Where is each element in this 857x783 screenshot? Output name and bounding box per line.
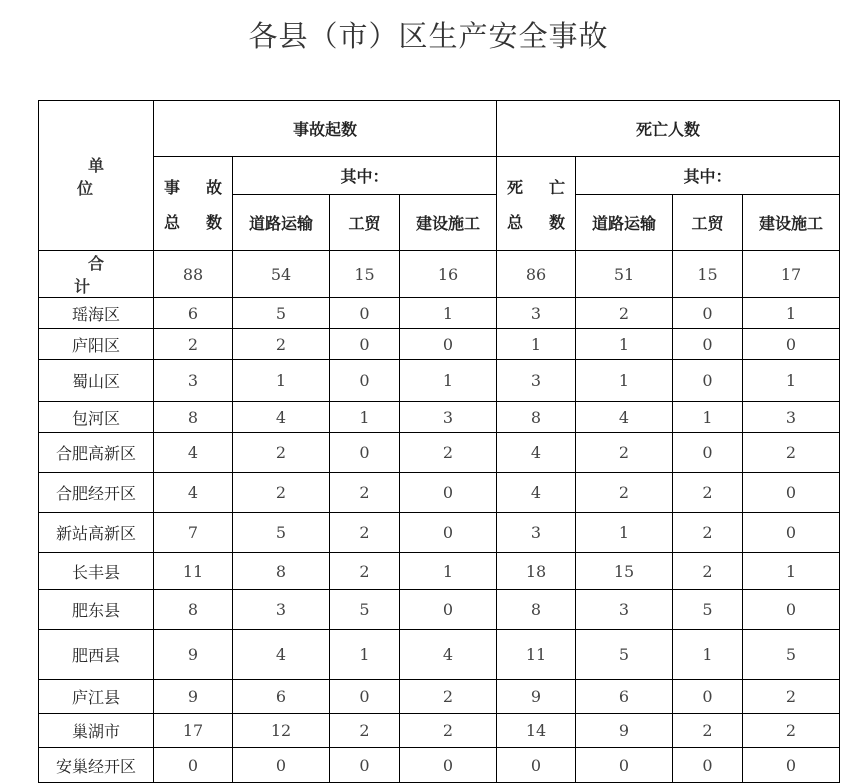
cell-value: 4	[497, 473, 576, 513]
table-row	[39, 513, 840, 553]
cell-value: 2	[400, 714, 497, 748]
cell-value: 0	[673, 748, 743, 783]
cell-value: 4	[233, 402, 330, 433]
table-row	[39, 590, 840, 630]
row-name: 包河区	[39, 402, 154, 433]
cell-value: 0	[743, 748, 840, 783]
cell-value: 2	[743, 680, 840, 714]
total-accidents-header: 事 故 总 数	[154, 157, 233, 251]
cell-value: 0	[673, 360, 743, 402]
cell-value: 0	[330, 329, 400, 360]
cell-value: 0	[673, 433, 743, 473]
cell-value: 0	[743, 590, 840, 630]
cell-value: 0	[400, 513, 497, 553]
cell-value: 0	[400, 473, 497, 513]
cell-value: 4	[154, 433, 233, 473]
cell-value: 1	[576, 360, 673, 402]
row-name: 合 计	[39, 251, 154, 298]
cell-value: 3	[400, 402, 497, 433]
cell-value: 11	[154, 553, 233, 590]
total-deaths-header: 死 亡 总 数	[497, 157, 576, 251]
cell-value: 2	[673, 553, 743, 590]
row-name: 肥西县	[39, 630, 154, 680]
cell-value: 8	[154, 590, 233, 630]
cell-value: 1	[400, 360, 497, 402]
cell-value: 2	[400, 433, 497, 473]
cell-value: 2	[576, 298, 673, 329]
table-row	[39, 402, 840, 433]
table-row	[39, 680, 840, 714]
cell-value: 3	[497, 513, 576, 553]
cell-value: 9	[154, 630, 233, 680]
accidents-among-header: 其中：	[233, 157, 497, 195]
cell-value: 1	[400, 298, 497, 329]
cell-value: 16	[400, 251, 497, 298]
row-name: 合肥经开区	[39, 473, 154, 513]
cell-value: 9	[576, 714, 673, 748]
row-name: 新站高新区	[39, 513, 154, 553]
cell-value: 1	[330, 630, 400, 680]
row-name: 瑶海区	[39, 298, 154, 329]
unit-header: 单 位	[39, 101, 154, 251]
cell-value: 18	[497, 553, 576, 590]
cell-value: 0	[330, 298, 400, 329]
cell-value: 2	[673, 473, 743, 513]
cell-value: 15	[673, 251, 743, 298]
cell-value: 0	[330, 680, 400, 714]
cell-value: 5	[673, 590, 743, 630]
cell-value: 0	[743, 513, 840, 553]
cell-value: 0	[497, 748, 576, 783]
cell-value: 3	[497, 298, 576, 329]
accident-table	[38, 100, 840, 783]
cell-value: 8	[154, 402, 233, 433]
cell-value: 1	[673, 402, 743, 433]
row-name: 蜀山区	[39, 360, 154, 402]
cell-value: 1	[673, 630, 743, 680]
cell-value: 8	[233, 553, 330, 590]
cell-value: 4	[233, 630, 330, 680]
row-name: 肥东县	[39, 590, 154, 630]
deaths-group-header: 死亡人数	[497, 101, 840, 157]
table-row	[39, 473, 840, 513]
cell-value: 2	[743, 714, 840, 748]
sub-header-road: 道路运输	[233, 195, 330, 251]
cell-value: 2	[576, 433, 673, 473]
table-row	[39, 748, 840, 783]
row-name: 安巢经开区	[39, 748, 154, 783]
cell-value: 9	[497, 680, 576, 714]
cell-value: 54	[233, 251, 330, 298]
cell-value: 0	[233, 748, 330, 783]
cell-value: 0	[400, 748, 497, 783]
cell-value: 0	[330, 360, 400, 402]
cell-value: 1	[497, 329, 576, 360]
cell-value: 0	[743, 329, 840, 360]
cell-value: 2	[330, 553, 400, 590]
cell-value: 14	[497, 714, 576, 748]
accidents-group-header: 事故起数	[154, 101, 497, 157]
cell-value: 2	[330, 714, 400, 748]
cell-value: 2	[673, 513, 743, 553]
cell-value: 11	[497, 630, 576, 680]
cell-value: 0	[673, 298, 743, 329]
row-name: 庐江县	[39, 680, 154, 714]
sub-header-construction: 建设施工	[400, 195, 497, 251]
cell-value: 3	[576, 590, 673, 630]
table-row	[39, 714, 840, 748]
cell-value: 51	[576, 251, 673, 298]
table-row	[39, 298, 840, 329]
row-name: 合肥高新区	[39, 433, 154, 473]
sub-header-road: 道路运输	[576, 195, 673, 251]
cell-value: 2	[400, 680, 497, 714]
row-name: 长丰县	[39, 553, 154, 590]
cell-value: 1	[743, 360, 840, 402]
cell-value: 6	[154, 298, 233, 329]
cell-value: 2	[576, 473, 673, 513]
cell-value: 4	[400, 630, 497, 680]
cell-value: 1	[576, 513, 673, 553]
cell-value: 0	[330, 433, 400, 473]
cell-value: 2	[233, 473, 330, 513]
cell-value: 1	[400, 553, 497, 590]
cell-value: 8	[497, 402, 576, 433]
sub-header-industry: 工贸	[673, 195, 743, 251]
cell-value: 3	[743, 402, 840, 433]
cell-value: 88	[154, 251, 233, 298]
cell-value: 3	[154, 360, 233, 402]
cell-value: 3	[233, 590, 330, 630]
cell-value: 0	[400, 329, 497, 360]
cell-value: 15	[330, 251, 400, 298]
cell-value: 15	[576, 553, 673, 590]
cell-value: 6	[576, 680, 673, 714]
cell-value: 4	[154, 473, 233, 513]
cell-value: 17	[743, 251, 840, 298]
cell-value: 1	[233, 360, 330, 402]
cell-value: 1	[576, 329, 673, 360]
cell-value: 2	[330, 473, 400, 513]
table-row	[39, 630, 840, 680]
cell-value: 9	[154, 680, 233, 714]
row-name: 巢湖市	[39, 714, 154, 748]
cell-value: 0	[154, 748, 233, 783]
cell-value: 0	[743, 473, 840, 513]
table-row	[39, 433, 840, 473]
deaths-among-header: 其中：	[576, 157, 840, 195]
cell-value: 8	[497, 590, 576, 630]
total-row	[39, 251, 840, 298]
cell-value: 4	[576, 402, 673, 433]
cell-value: 6	[233, 680, 330, 714]
page-title: 各县（市）区生产安全事故	[248, 19, 609, 53]
table-row	[39, 360, 840, 402]
cell-value: 5	[576, 630, 673, 680]
cell-value: 2	[233, 329, 330, 360]
sub-header-construction: 建设施工	[743, 195, 840, 251]
cell-value: 3	[497, 360, 576, 402]
cell-value: 0	[400, 590, 497, 630]
cell-value: 5	[743, 630, 840, 680]
cell-value: 86	[497, 251, 576, 298]
sub-header-industry: 工贸	[330, 195, 400, 251]
cell-value: 5	[330, 590, 400, 630]
cell-value: 0	[673, 680, 743, 714]
cell-value: 17	[154, 714, 233, 748]
cell-value: 4	[497, 433, 576, 473]
cell-value: 0	[673, 329, 743, 360]
row-name: 庐阳区	[39, 329, 154, 360]
cell-value: 5	[233, 513, 330, 553]
cell-value: 12	[233, 714, 330, 748]
cell-value: 2	[330, 513, 400, 553]
cell-value: 7	[154, 513, 233, 553]
table-row	[39, 329, 840, 360]
cell-value: 1	[743, 553, 840, 590]
cell-value: 0	[576, 748, 673, 783]
cell-value: 2	[673, 714, 743, 748]
cell-value: 5	[233, 298, 330, 329]
cell-value: 2	[154, 329, 233, 360]
cell-value: 1	[743, 298, 840, 329]
cell-value: 2	[743, 433, 840, 473]
table-row	[39, 553, 840, 590]
cell-value: 2	[233, 433, 330, 473]
cell-value: 1	[330, 402, 400, 433]
cell-value: 0	[330, 748, 400, 783]
